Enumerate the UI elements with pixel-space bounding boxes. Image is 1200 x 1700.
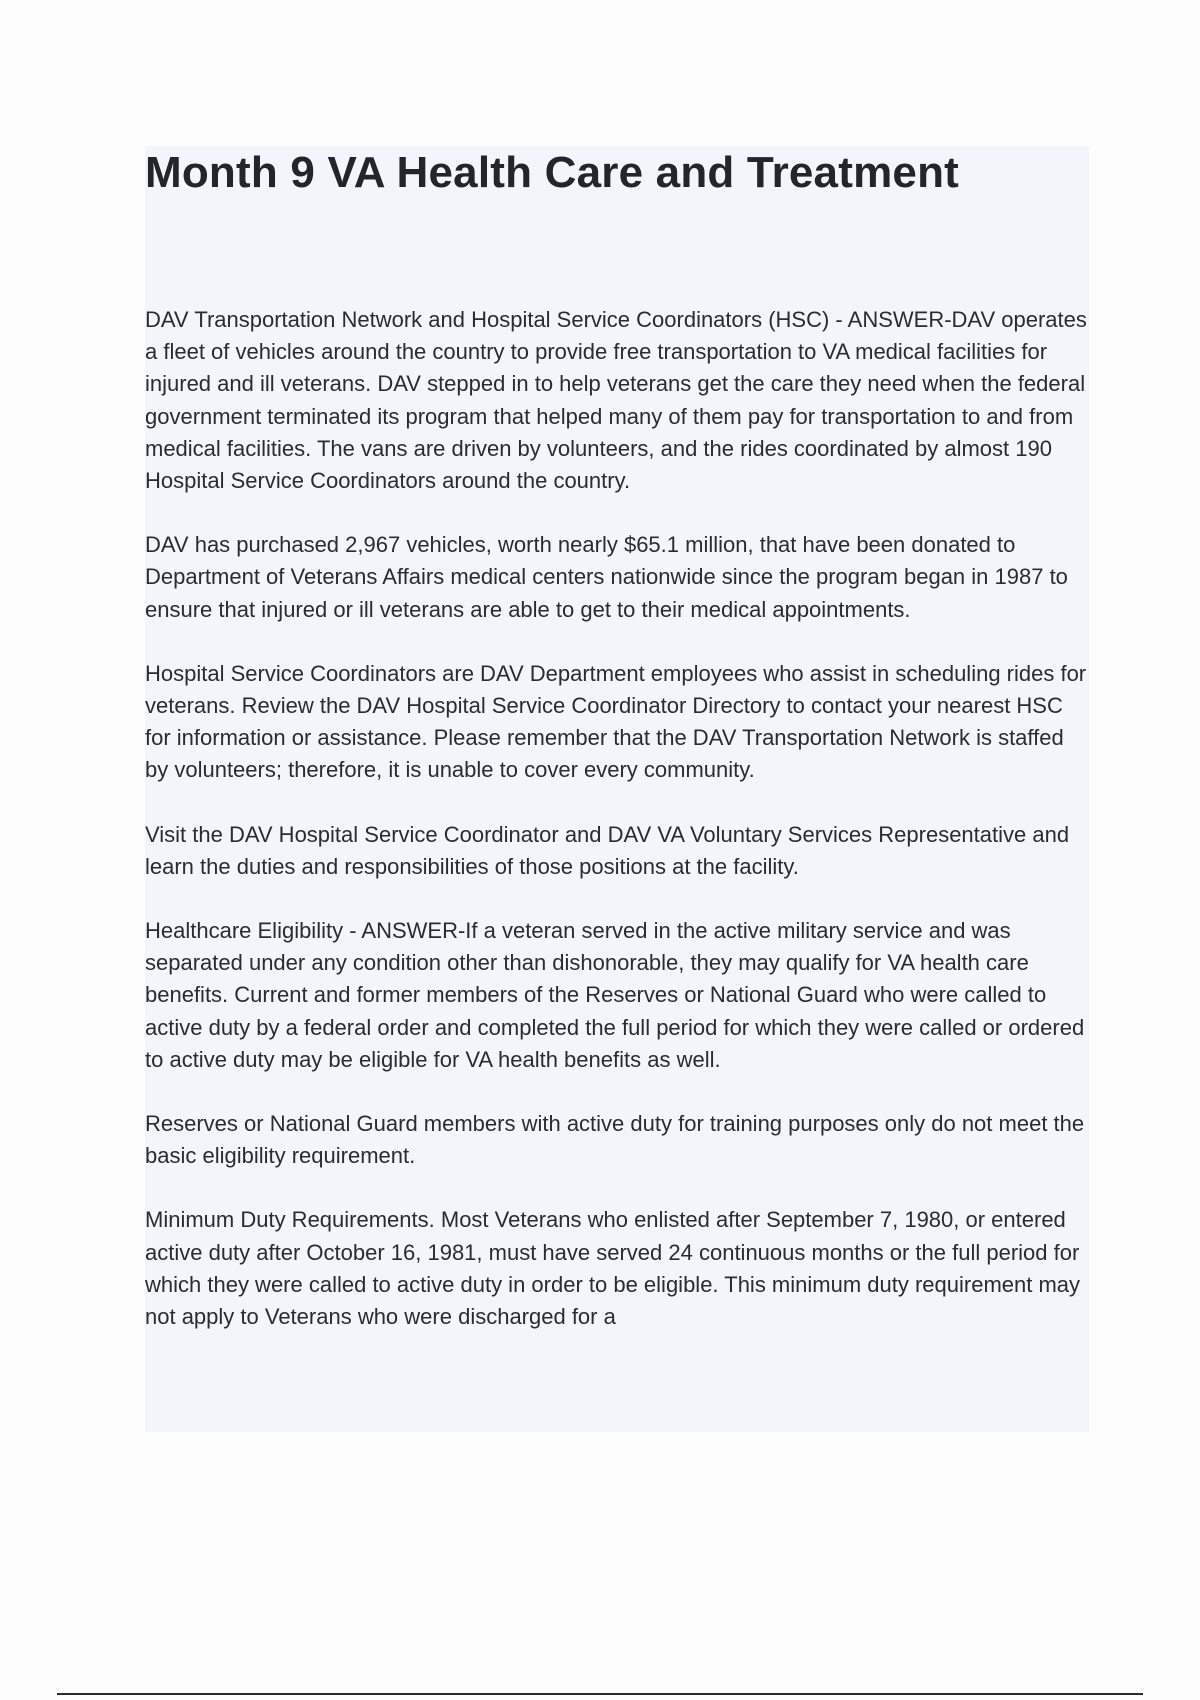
paragraph-vehicles-purchased: DAV has purchased 2,967 vehicles, worth nearly $65.1 million, that have been donated to Department of Veterans Affairs medical centers nationwide since the program began in 1987 to ensure that injured or ill veterans are able to get to their medical appointments. <box>145 532 1068 622</box>
paragraph-transportation-network: DAV Transportation Network and Hospital Service Coordinators (HSC) - ANSWER-DAV operates a fleet of vehicles around the country to provide free transportation to VA medical facilities for injured and ill veterans. DAV stepped in to help veterans get the care they need when the federal government terminated its program that helped many of them pay for transportation to and from medical facilities. The vans are driven by volunteers, and the rides coordinated by almost 190 Hospital Service Coordinators around the country. <box>145 307 1087 494</box>
paragraph-minimum-duty-requirements: Minimum Duty Requirements. Most Veterans who enlisted after September 7, 1980, or entered active duty after October 16, 1981, must have served 24 continuous months or the full period for which they were called to active duty in order to be eligible. This minimum duty requirement may not apply to Veterans who were discharged for a <box>145 1207 1081 1330</box>
footer-divider <box>57 1693 1143 1695</box>
paragraph-healthcare-eligibility: Healthcare Eligibility - ANSWER-If a veteran served in the active military service and was separated under any condition other than dishonorable, they may qualify for VA health care benefits. Current and former members of the Reserves or National Guard who were called to active duty by a federal order and completed the full period for which they were called or ordered to active duty may be eligible for VA health benefits as well. <box>145 918 1085 1072</box>
paragraph-hospital-service-coordinators: Hospital Service Coordinators are DAV Department employees who assist in scheduling rides for veterans. Review the DAV Hospital Service Coordinator Directory to contact your nearest HSC for information or assistance. Please remember that the DAV Transportation Network is staffed by volunteers; therefore, it is unable to cover every community. <box>145 660 1087 783</box>
document-content <box>145 146 1089 1432</box>
page-title: Month 9 VA Health Care and Treatment <box>145 148 960 197</box>
paragraph-reserves-national-guard: Reserves or National Guard members with active duty for training purposes only do not meet the basic eligibility requirement. <box>145 1111 1085 1169</box>
document-body <box>145 304 1089 1333</box>
paragraph-visit-coordinator: Visit the DAV Hospital Service Coordinator and DAV VA Voluntary Services Representative and learn the duties and responsibilities of those positions at the facility. <box>145 821 1070 879</box>
